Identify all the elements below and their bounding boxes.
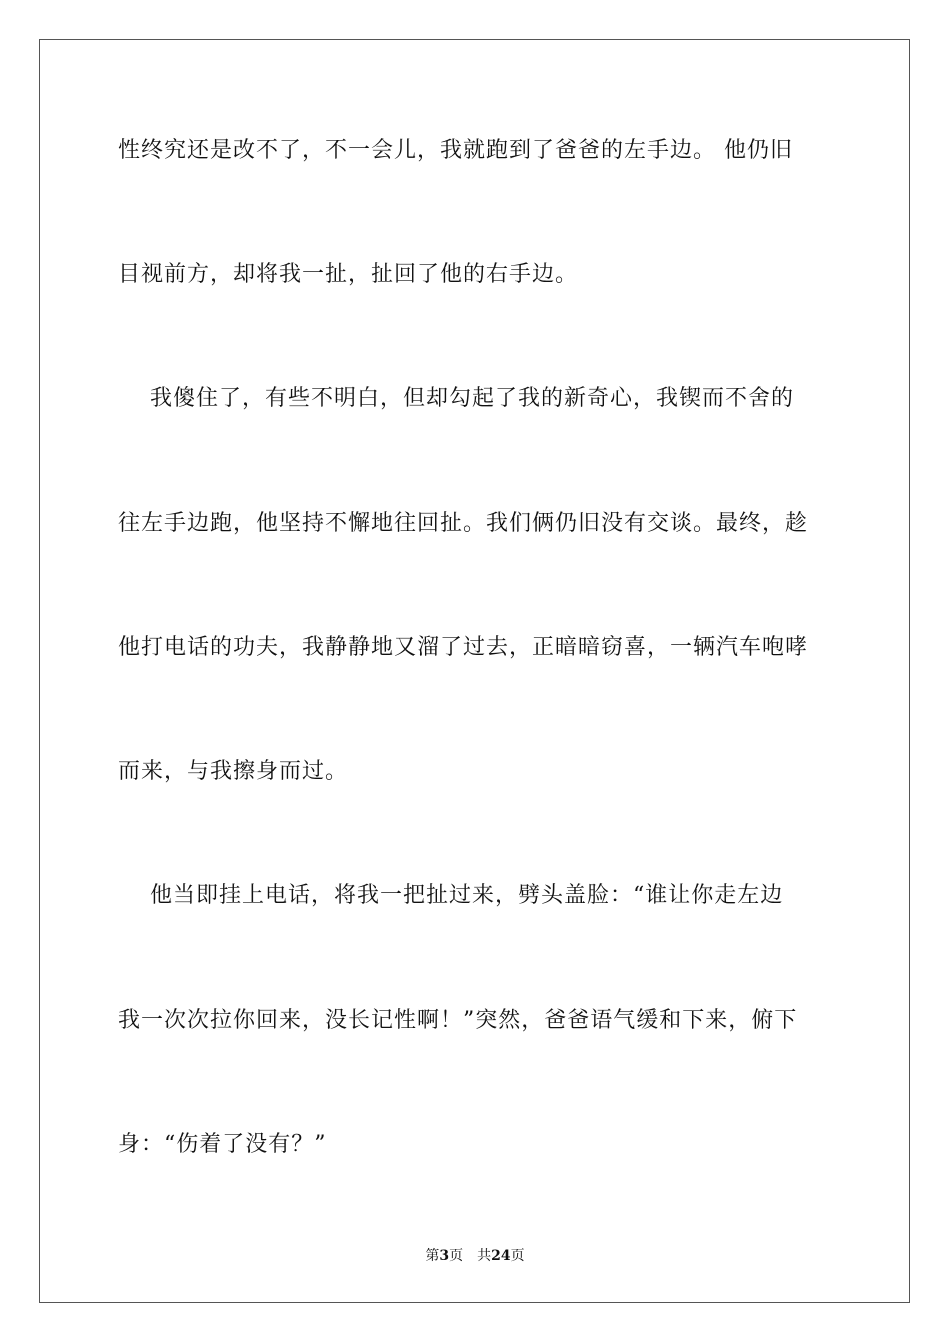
body-line-8: 我一次次拉你回来，没长记性啊！”突然，爸爸语气缓和下来，俯下 xyxy=(118,1008,798,1033)
body-line-2: 目视前方，却将我一扯，扯回了他的右手边。 xyxy=(118,262,579,287)
body-line-4: 往左手边跑，他坚持不懈地往回扯。我们俩仍旧没有交谈。最终，趁 xyxy=(118,511,809,536)
page-number: 3 xyxy=(439,1248,450,1264)
page-footer xyxy=(0,1247,950,1265)
page-border xyxy=(39,39,910,1303)
body-line-3: 我傻住了，有些不明白，但却勾起了我的新奇心，我锲而不舍的 xyxy=(118,386,794,411)
total-prefix: 共 xyxy=(477,1248,492,1264)
page-prefix: 第 xyxy=(425,1248,440,1264)
page-suffix: 页 xyxy=(449,1248,464,1264)
body-line-5: 他打电话的功夫，我静静地又溜了过去，正暗暗窃喜，一辆汽车咆哮 xyxy=(118,635,809,660)
body-line-7: 他当即挂上电话，将我一把扯过来，劈头盖脸：“谁让你走左边 xyxy=(118,883,784,908)
body-line-6: 而来，与我擦身而过。 xyxy=(118,759,349,784)
body-line-9: 身：“伤着了没有？” xyxy=(118,1132,327,1157)
body-line-1: 性终究还是改不了，不一会儿，我就跑到了爸爸的左手边。 他仍旧 xyxy=(118,138,793,163)
total-pages: 24 xyxy=(491,1248,511,1264)
total-suffix: 页 xyxy=(510,1248,525,1264)
